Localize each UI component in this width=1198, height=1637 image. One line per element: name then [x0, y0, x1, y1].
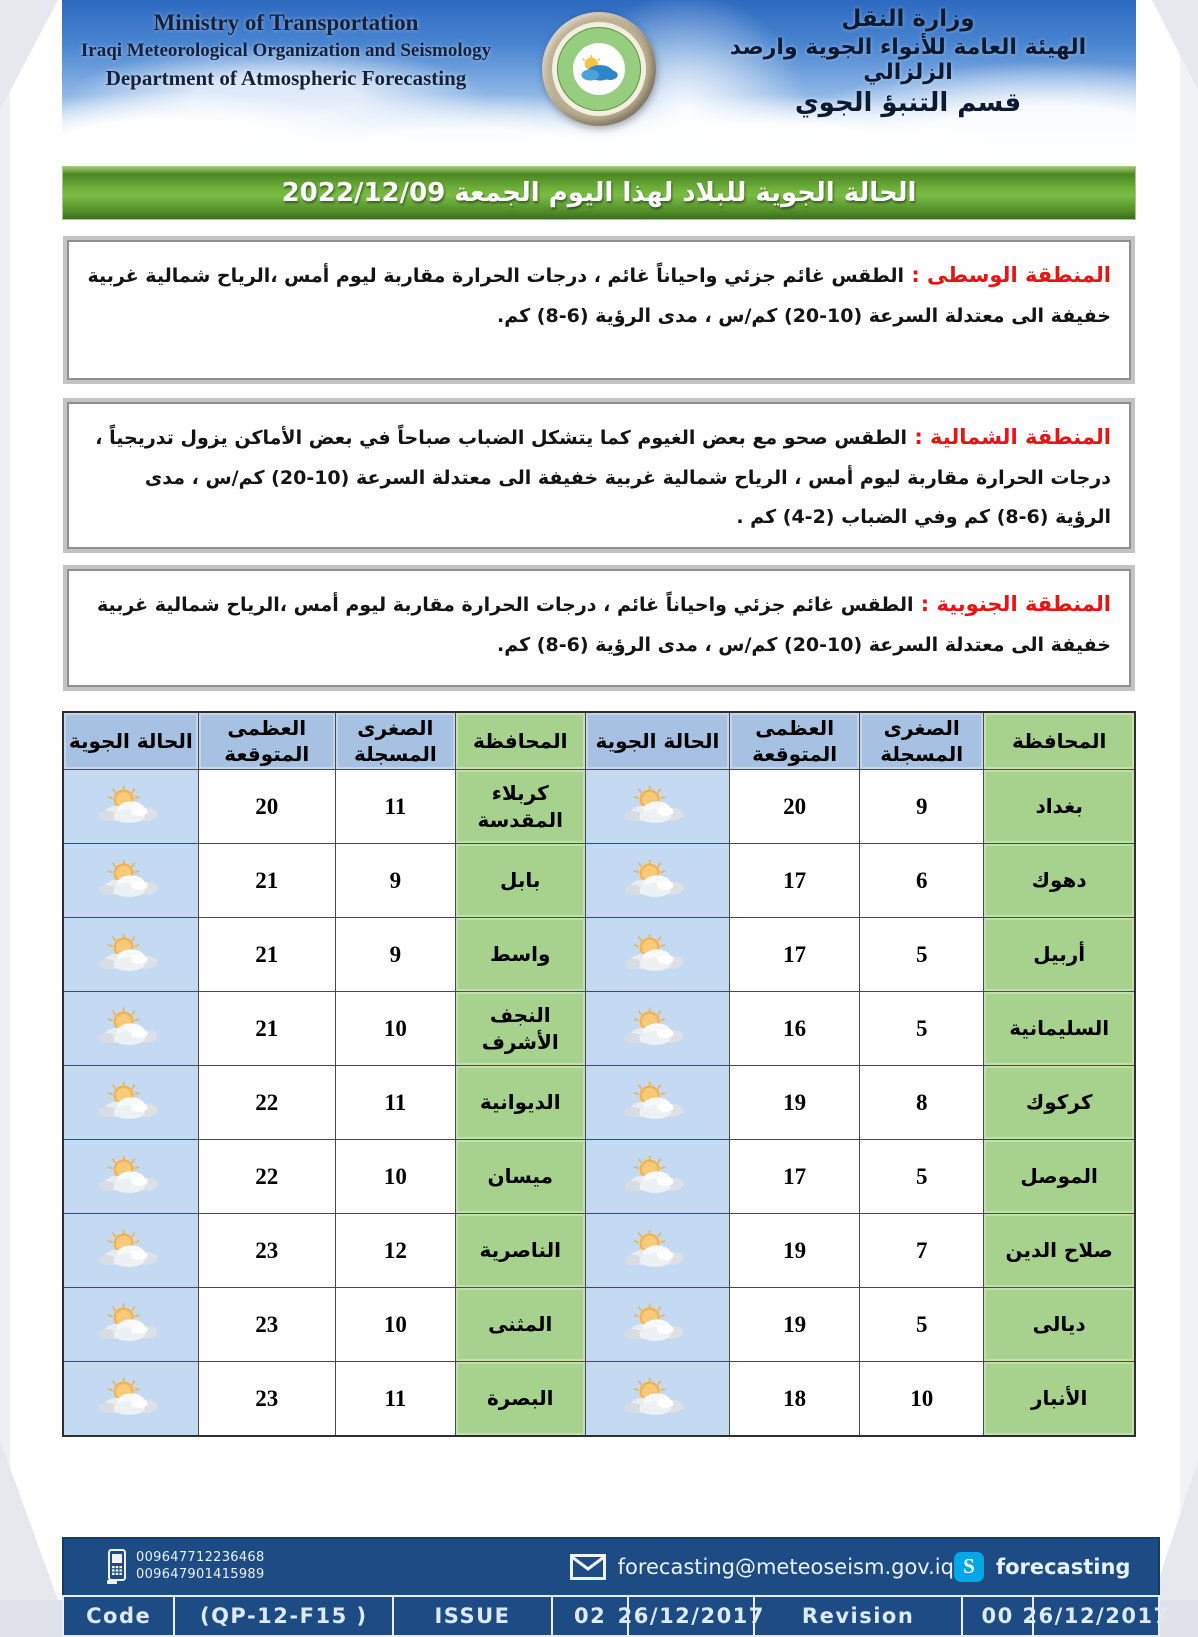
phone-contact: [106, 1549, 265, 1585]
governorate-cell: صلاح الدين: [984, 1214, 1135, 1288]
table-row: [63, 1362, 1135, 1436]
region-box-northern: [67, 402, 1131, 549]
revision-number: 00: [961, 1597, 1032, 1635]
issue-label: ISSUE: [392, 1597, 551, 1635]
max-temp-cell: 22: [198, 1066, 335, 1140]
page-edge-left: [0, 0, 10, 1600]
condition-cell: [63, 770, 198, 844]
letterhead-banner: [62, 0, 1136, 160]
governorate-cell: البصرة: [455, 1362, 585, 1436]
header-max-right: العظمى المتوقعة: [730, 712, 860, 770]
max-temp-cell: 18: [730, 1362, 860, 1436]
min-temp-cell: 12: [335, 1214, 455, 1288]
partly-cloudy-icon: [95, 886, 167, 905]
min-temp-cell: 6: [860, 844, 984, 918]
partly-cloudy-icon: [95, 1034, 167, 1053]
governorate-cell: المثنى: [455, 1288, 585, 1362]
skype-contact: [954, 1552, 1131, 1582]
governorate-cell: النجف الأشرف: [455, 992, 585, 1066]
revision-date: 26/12/2017: [1032, 1597, 1158, 1635]
code-label: Code: [86, 1603, 152, 1628]
partly-cloudy-icon: [621, 1256, 693, 1275]
table-row: [63, 1214, 1135, 1288]
governorate-cell: السليمانية: [984, 992, 1135, 1066]
email-contact: [570, 1554, 954, 1580]
partly-cloudy-icon: [621, 1404, 693, 1423]
phone-number-2: 009647901415989: [136, 1566, 265, 1582]
ministry-line: Ministry of Transportation: [153, 10, 419, 35]
partly-cloudy-icon: [95, 960, 167, 979]
condition-cell: [585, 1066, 730, 1140]
partly-cloudy-icon: [95, 1404, 167, 1423]
condition-cell: [585, 992, 730, 1066]
partly-cloudy-icon: [621, 886, 693, 905]
issue-number: 02: [551, 1597, 628, 1635]
max-temp-cell: 20: [198, 770, 335, 844]
region-label-southern: المنطقة الجنوبية :: [913, 591, 1111, 616]
header-min-right: الصغرى المسجلة: [860, 712, 984, 770]
partly-cloudy-icon: [95, 1330, 167, 1349]
phone-numbers: [136, 1550, 265, 1584]
skype-icon: S: [954, 1552, 984, 1582]
bulletin-title: الحالة الجوية للبلاد لهذا اليوم الجمعة 2022/12/09: [62, 166, 1136, 220]
condition-cell: [585, 844, 730, 918]
max-temp-cell: 20: [730, 770, 860, 844]
ministry-name-arabic: [688, 6, 1128, 118]
partly-cloudy-icon: [95, 1108, 167, 1127]
scan-corner-artifact: [0, 0, 58, 110]
partly-cloudy-icon: [621, 1330, 693, 1349]
condition-cell: [63, 918, 198, 992]
organization-logo: [542, 12, 656, 126]
max-temp-cell: 21: [198, 992, 335, 1066]
min-temp-cell: 5: [860, 1288, 984, 1362]
partly-cloudy-icon: [621, 1108, 693, 1127]
scan-corner-artifact: [0, 1440, 58, 1600]
min-temp-cell: 7: [860, 1214, 984, 1288]
min-temp-cell: 11: [335, 770, 455, 844]
logo-sun-cloud-icon: [573, 43, 625, 95]
logo-outer-ring: [552, 22, 646, 116]
governorate-cell: ديالى: [984, 1288, 1135, 1362]
max-temp-cell: 17: [730, 1140, 860, 1214]
governorate-cell: الناصرية: [455, 1214, 585, 1288]
header-governorate-right: المحافظة: [984, 712, 1135, 770]
table-row: [63, 844, 1135, 918]
phone-number-1: 009647712236468: [136, 1550, 265, 1566]
condition-cell: [585, 1214, 730, 1288]
max-temp-cell: 21: [198, 918, 335, 992]
min-temp-cell: 10: [335, 1140, 455, 1214]
governorate-cell: واسط: [455, 918, 585, 992]
table-row: [63, 1140, 1135, 1214]
header-min-left: الصغرى المسجلة: [335, 712, 455, 770]
condition-cell: [585, 918, 730, 992]
weather-table: [62, 711, 1136, 1437]
condition-cell: [585, 1362, 730, 1436]
max-temp-cell: 19: [730, 1288, 860, 1362]
footer: [62, 1537, 1170, 1637]
mobile-phone-icon: [106, 1549, 128, 1585]
region-label-northern: المنطقة الشمالية :: [907, 425, 1111, 449]
max-temp-cell: 17: [730, 918, 860, 992]
condition-cell: [63, 1066, 198, 1140]
min-temp-cell: 10: [335, 1288, 455, 1362]
ministry-line-ar: وزارة النقل: [841, 6, 975, 32]
organization-line-ar: الهيئة العامة للأنواء الجوية وارصد الزلزالي: [729, 35, 1087, 85]
table-row: [63, 1066, 1135, 1140]
header-condition-left: الحالة الجوية: [63, 712, 198, 770]
governorate-cell: ميسان: [455, 1140, 585, 1214]
organization-line: Iraqi Meteorological Organization and Seismology: [80, 40, 492, 61]
revision-label: Revision: [753, 1597, 961, 1635]
condition-cell: [63, 1362, 198, 1436]
partly-cloudy-icon: [95, 812, 167, 831]
partly-cloudy-icon: [621, 812, 693, 831]
governorate-cell: دهوك: [984, 844, 1135, 918]
partly-cloudy-icon: [95, 1256, 167, 1275]
governorate-cell: الديوانية: [455, 1066, 585, 1140]
ministry-name-english: [76, 10, 496, 91]
min-temp-cell: 8: [860, 1066, 984, 1140]
table-row: [63, 918, 1135, 992]
region-label-central: المنطقة الوسطى :: [904, 263, 1111, 287]
condition-cell: [63, 1214, 198, 1288]
max-temp-cell: 19: [730, 1066, 860, 1140]
document-code-row: [62, 1595, 1170, 1637]
table-header-row: [63, 712, 1135, 770]
min-temp-cell: 5: [860, 992, 984, 1066]
min-temp-cell: 5: [860, 1140, 984, 1214]
max-temp-cell: 23: [198, 1362, 335, 1436]
page-edge-right: [1180, 0, 1198, 1600]
max-temp-cell: 21: [198, 844, 335, 918]
region-text-southern: الطقس غائم جزئي واحياناً غائم ، درجات الحرارة مقاربة ليوم أمس ،الرياح شمالية غربية خفيفة الى معتدلة السرعة (10-20) كم/س ، مدى الرؤية (6-8) كم.: [96, 593, 1111, 656]
condition-cell: [585, 1288, 730, 1362]
condition-cell: [63, 1140, 198, 1214]
min-temp-cell: 5: [860, 918, 984, 992]
governorate-cell: أربيل: [984, 918, 1135, 992]
governorate-cell: كركوك: [984, 1066, 1135, 1140]
governorate-cell: الموصل: [984, 1140, 1135, 1214]
weather-table-body: [63, 770, 1135, 1436]
governorate-cell: بغداد: [984, 770, 1135, 844]
region-box-southern: [67, 569, 1131, 687]
condition-cell: [63, 992, 198, 1066]
condition-cell: [585, 1140, 730, 1214]
min-temp-cell: 10: [335, 992, 455, 1066]
table-row: [63, 1288, 1135, 1362]
condition-cell: [63, 1288, 198, 1362]
partly-cloudy-icon: [621, 1182, 693, 1201]
logo-green-ring: [557, 27, 641, 111]
table-row: [63, 770, 1135, 844]
min-temp-cell: 9: [335, 918, 455, 992]
header-governorate-left: المحافظة: [455, 712, 585, 770]
issue-date: 26/12/2017: [627, 1597, 753, 1635]
min-temp-cell: 10: [860, 1362, 984, 1436]
max-temp-cell: 23: [198, 1214, 335, 1288]
department-line: Department of Atmospheric Forecasting: [105, 66, 467, 90]
max-temp-cell: 17: [730, 844, 860, 918]
max-temp-cell: 23: [198, 1288, 335, 1362]
condition-cell: [63, 844, 198, 918]
header-condition-right: الحالة الجوية: [585, 712, 730, 770]
email-address: forecasting@meteoseism.gov.iq: [617, 1554, 954, 1579]
skype-handle: forecasting: [995, 1554, 1131, 1579]
governorate-cell: بابل: [455, 844, 585, 918]
max-temp-cell: 16: [730, 992, 860, 1066]
min-temp-cell: 9: [335, 844, 455, 918]
contact-bar: [62, 1537, 1160, 1595]
condition-cell: [585, 770, 730, 844]
region-text-northern: الطقس صحو مع بعض الغيوم كما يتشكل الضباب صباحاً في بعض الأماكن يزول تدريجياً ، درجات الحرارة مقاربة ليوم أمس ، الرياح شمالية غربية خفيفة الى معتدلة السرعة (10-20) كم/س ، مدى الرؤية (6-8) كم وفي الضباب (2-4) كم .: [95, 427, 1111, 528]
governorate-cell: كربلاء المقدسة: [455, 770, 585, 844]
region-box-central: [67, 240, 1131, 380]
envelope-icon: [570, 1554, 606, 1580]
partly-cloudy-icon: [621, 960, 693, 979]
code-value: (QP-12-F15 ): [173, 1597, 392, 1635]
partly-cloudy-icon: [95, 1182, 167, 1201]
table-row: [63, 992, 1135, 1066]
min-temp-cell: 11: [335, 1066, 455, 1140]
min-temp-cell: 9: [860, 770, 984, 844]
department-line-ar: قسم التنبؤ الجوي: [794, 88, 1022, 118]
max-temp-cell: 19: [730, 1214, 860, 1288]
max-temp-cell: 22: [198, 1140, 335, 1214]
region-text-central: الطقس غائم جزئي واحياناً غائم ، درجات الحرارة مقاربة ليوم أمس ،الرياح شمالية غربية خفيفة الى معتدلة السرعة (10-20) كم/س ، مدى الرؤية (6-8) كم.: [87, 265, 1111, 328]
governorate-cell: الأنبار: [984, 1362, 1135, 1436]
header-max-left: العظمى المتوقعة: [198, 712, 335, 770]
min-temp-cell: 11: [335, 1362, 455, 1436]
partly-cloudy-icon: [621, 1034, 693, 1053]
